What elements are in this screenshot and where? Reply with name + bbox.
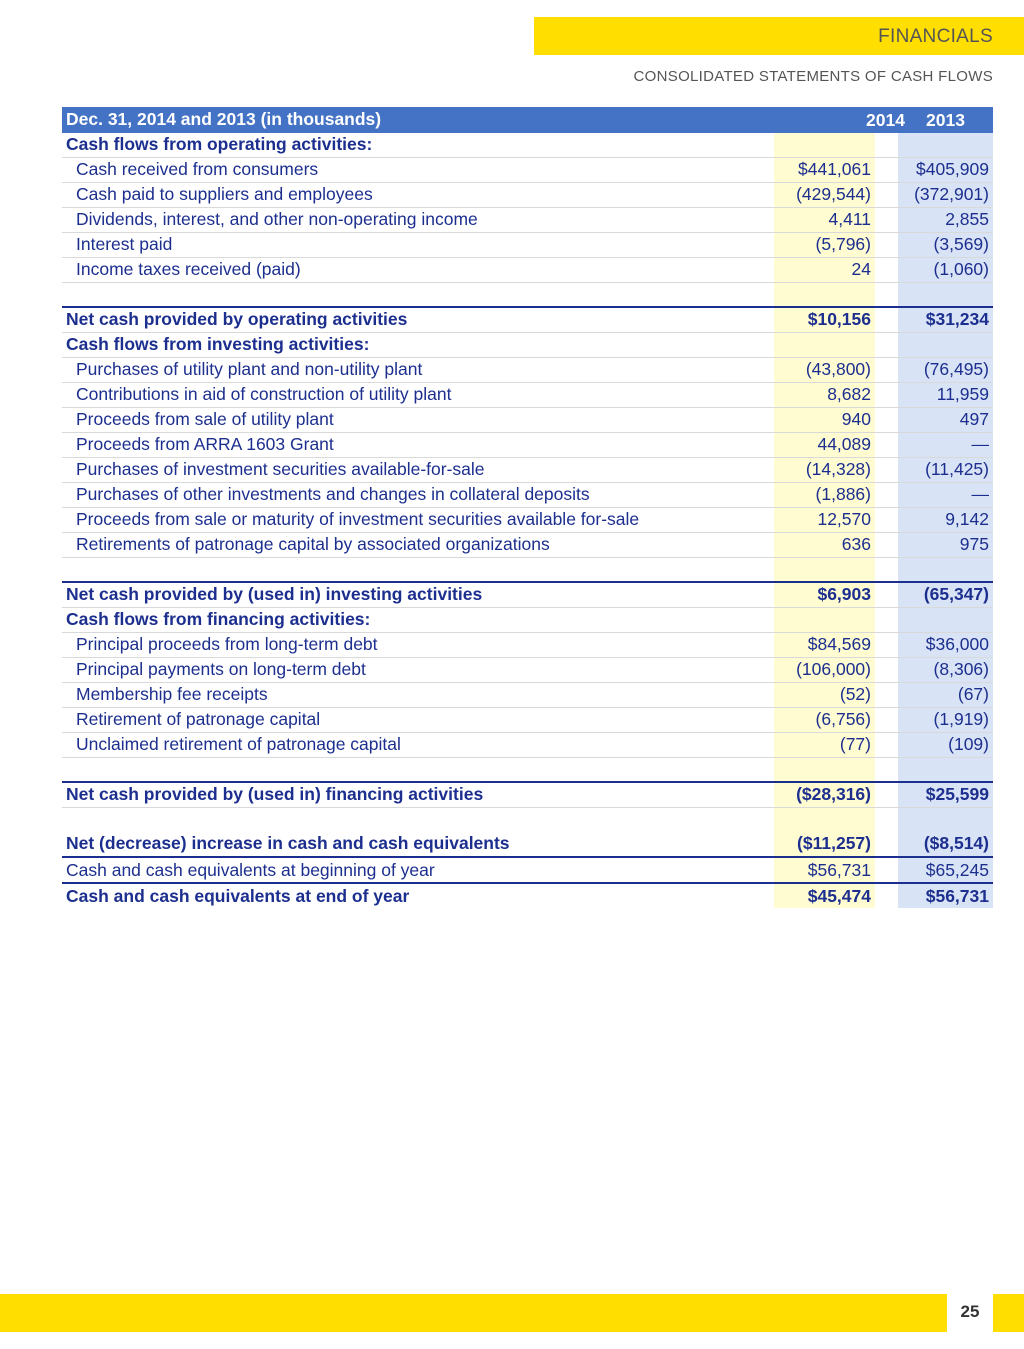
- table-row: [62, 407, 993, 432]
- table-row: [62, 507, 993, 532]
- row-divider: [62, 807, 993, 808]
- value-2013: (65,347): [923, 584, 989, 604]
- row-label: Cash and cash equivalents at beginning of year: [66, 860, 435, 880]
- row-label: Net cash provided by (used in) investing activities: [66, 584, 483, 604]
- value-2013: $56,731: [925, 886, 989, 906]
- value-2014: 940: [841, 409, 871, 429]
- value-2013: (1,919): [933, 709, 989, 729]
- value-2013: (1,060): [933, 259, 989, 279]
- value-2013: $25,599: [925, 784, 989, 804]
- row-label: Cash flows from operating activities:: [66, 134, 373, 154]
- footer-band: [0, 1294, 1024, 1332]
- value-2013: (3,569): [933, 234, 989, 254]
- row-label: Purchases of other investments and changes in collateral deposits: [76, 484, 590, 504]
- value-2013: (76,495): [923, 359, 989, 379]
- row-label: Net (decrease) increase in cash and cash equivalents: [66, 833, 510, 853]
- table-row: [62, 307, 993, 332]
- row-label: Principal proceeds from long-term debt: [76, 634, 378, 654]
- column-header-2014: 2014: [866, 110, 905, 130]
- value-2013: (11,425): [925, 459, 989, 479]
- row-label: Retirement of patronage capital: [76, 709, 321, 729]
- value-2014: (5,796): [815, 234, 871, 254]
- value-2014: (52): [839, 684, 871, 704]
- value-2014: (429,544): [796, 184, 871, 204]
- value-2014: 4,411: [828, 209, 871, 229]
- table-caption: Dec. 31, 2014 and 2013 (in thousands): [66, 109, 382, 129]
- value-2014: $45,474: [807, 886, 871, 906]
- table-row: [62, 457, 993, 482]
- value-2013: 975: [959, 534, 989, 554]
- section-title: FINANCIALS: [878, 26, 993, 47]
- row-label: Purchases of utility plant and non-utility plant: [76, 359, 423, 379]
- value-2014: (77): [839, 734, 871, 754]
- row-divider: [62, 557, 993, 558]
- table-row: [62, 884, 993, 909]
- table-row: [62, 657, 993, 682]
- table-row: [62, 482, 993, 507]
- value-2014: $6,903: [817, 584, 871, 604]
- value-2013: —: [971, 484, 989, 504]
- value-2014: 24: [851, 259, 871, 279]
- value-2014: (14,328): [805, 459, 871, 479]
- row-divider: [62, 282, 993, 283]
- table-row: [62, 607, 993, 632]
- row-label: Purchases of investment securities available-for-sale: [76, 459, 485, 479]
- table-row: [62, 432, 993, 457]
- value-2013: $405,909: [916, 159, 989, 179]
- table-row: [62, 132, 993, 157]
- row-label: Proceeds from sale of utility plant: [76, 409, 334, 429]
- table-header: [62, 107, 993, 133]
- table-row: [62, 858, 993, 883]
- value-2014: (106,000): [796, 659, 871, 679]
- row-label: Cash flows from financing activities:: [66, 609, 371, 629]
- value-2014: ($11,257): [797, 833, 871, 853]
- table-row: [62, 782, 993, 807]
- value-2013: (67): [957, 684, 989, 704]
- value-2014: (1,886): [815, 484, 871, 504]
- value-2014: 12,570: [817, 509, 871, 529]
- value-2014: $84,569: [807, 634, 871, 654]
- table-row: [62, 357, 993, 382]
- table-row: [62, 682, 993, 707]
- page-number: 25: [947, 1290, 993, 1332]
- value-2013: 11,959: [936, 384, 989, 404]
- row-label: Net cash provided by (used in) financing activities: [66, 784, 484, 804]
- value-2014: $56,731: [807, 860, 871, 880]
- value-2014: 636: [841, 534, 871, 554]
- table-row: [62, 332, 993, 357]
- row-label: Cash flows from investing activities:: [66, 334, 370, 354]
- value-2013: —: [971, 434, 989, 454]
- value-2014: (43,800): [805, 359, 871, 379]
- value-2014: $441,061: [798, 159, 871, 179]
- value-2013: (109): [948, 734, 989, 754]
- value-2014: $10,156: [807, 309, 871, 329]
- row-label: Interest paid: [76, 234, 173, 254]
- row-label: Proceeds from ARRA 1603 Grant: [76, 434, 334, 454]
- value-2013: 9,142: [945, 509, 989, 529]
- column-header-2013: 2013: [926, 110, 965, 130]
- value-2013: 497: [959, 409, 989, 429]
- row-label: Unclaimed retirement of patronage capital: [76, 734, 401, 754]
- value-2013: $31,234: [925, 309, 989, 329]
- table-row: [62, 257, 993, 282]
- table-row: [62, 632, 993, 657]
- table-row: [62, 232, 993, 257]
- page-subtitle: CONSOLIDATED STATEMENTS OF CASH FLOWS: [633, 68, 993, 85]
- value-2014: ($28,316): [796, 784, 871, 804]
- row-label: Retirements of patronage capital by associated organizations: [76, 534, 550, 554]
- row-label: Net cash provided by operating activities: [66, 309, 408, 329]
- table-row: [62, 382, 993, 407]
- value-2014: (6,756): [815, 709, 871, 729]
- value-2013: $65,245: [925, 860, 989, 880]
- row-label: Cash paid to suppliers and employees: [76, 184, 373, 204]
- row-label: Cash and cash equivalents at end of year: [66, 886, 410, 906]
- table-row: [62, 157, 993, 182]
- table-row: [62, 707, 993, 732]
- table-row: [62, 732, 993, 757]
- table-row: [62, 182, 993, 207]
- row-label: Membership fee receipts: [76, 684, 268, 704]
- value-2013: ($8,514): [923, 833, 989, 853]
- value-2014: 44,089: [817, 434, 871, 454]
- row-label: Proceeds from sale or maturity of investment securities available for-sale: [76, 509, 640, 529]
- row-label: Cash received from consumers: [76, 159, 319, 179]
- row-label: Principal payments on long-term debt: [76, 659, 366, 679]
- table-row: [62, 831, 993, 856]
- row-label: Income taxes received (paid): [76, 259, 301, 279]
- value-2013: $36,000: [925, 634, 989, 654]
- value-2013: (8,306): [933, 659, 989, 679]
- row-label: Contributions in aid of construction of utility plant: [76, 384, 452, 404]
- table-row: [62, 582, 993, 607]
- value-2013: 2,855: [945, 209, 989, 229]
- section-banner: [534, 17, 1024, 55]
- value-2013: (372,901): [914, 184, 989, 204]
- table-row: [62, 532, 993, 557]
- table-row: [62, 207, 993, 232]
- row-label: Dividends, interest, and other non-operating income: [76, 209, 478, 229]
- row-divider: [62, 757, 993, 758]
- value-2014: 8,682: [827, 384, 871, 404]
